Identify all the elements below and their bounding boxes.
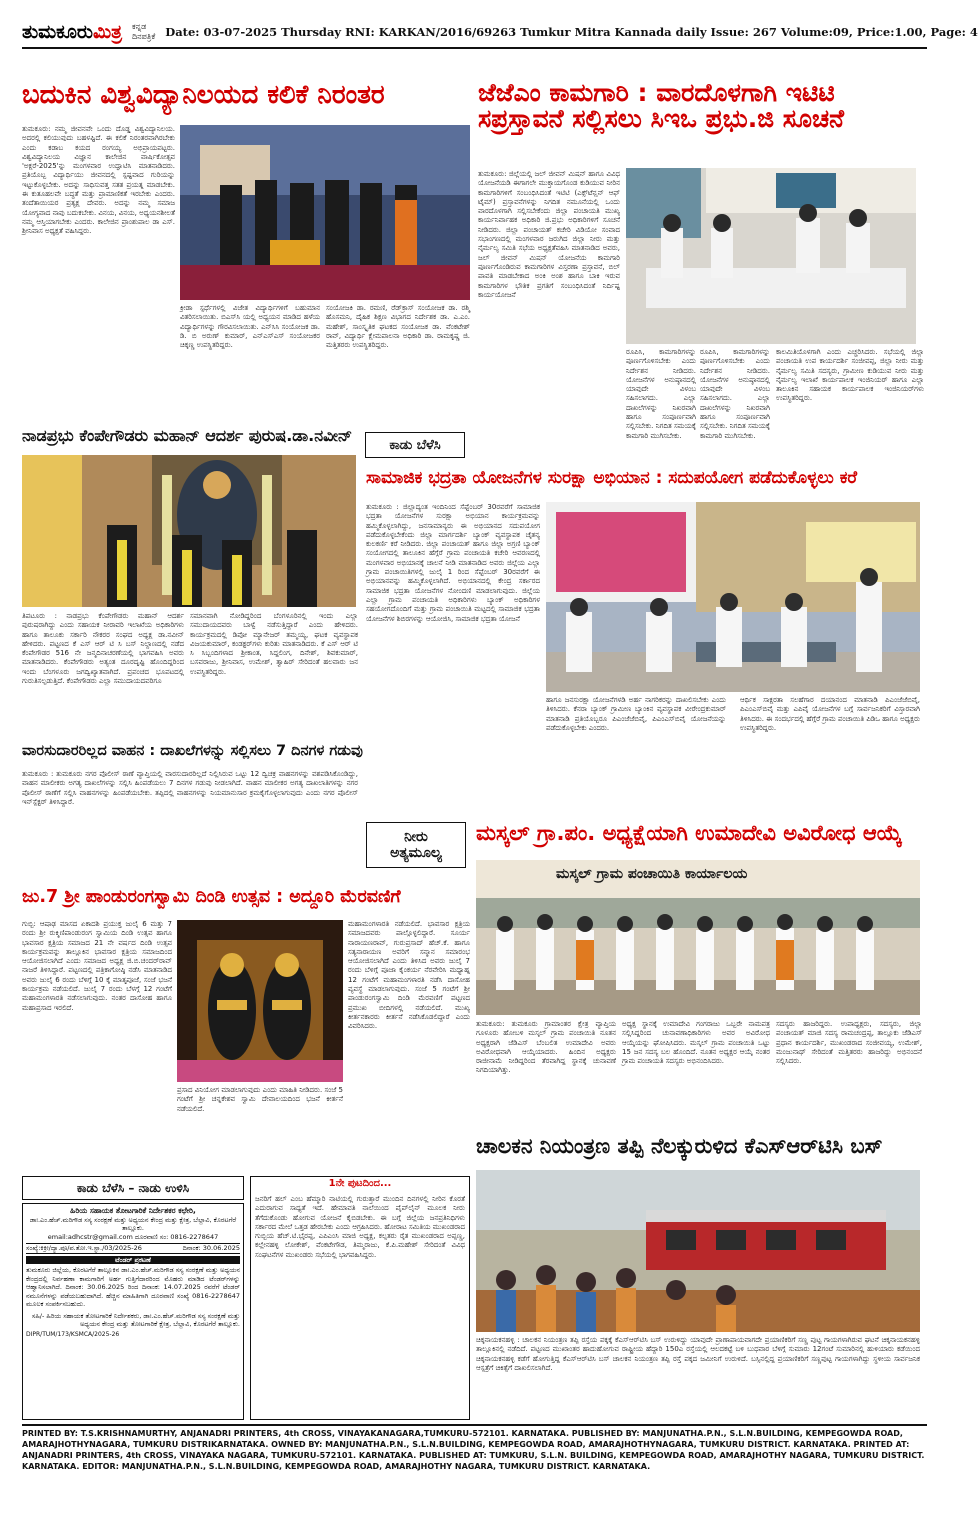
neeru-label: ನೀರು	[404, 829, 428, 845]
article-2-photo	[626, 168, 916, 344]
notice-body: ತುಮಕೂರು ಜಿಲ್ಲೆಯ, ಕೊರಟಗೆರೆ ತಾಲ್ಲೂಕಿನ ಡಾಃ.ಎಂ.ಹೆಚ್.ಮರಿಗೌಡ ಸಸ್ಯ ಸಂರಕ್ಷಣೆ ಮತ್ತು ಅಧ್ಯಯನ ಕೇಂದ್ರದಲ್ಲಿ ನಿರ್ವಹಣಾ ಕಾಮಗಾರಿಗೆ ಅರ್ಹ ಗುತ್ತಿಗೆದಾರರಿಂದ ಮೊಹರು ಮಾಡಿದ ಟೆಂಡರ್‌ಗಳನ್ನು ಆಹ್ವಾನಿಸಲಾಗಿದೆ. ದಿನಾಂಕ: 30.06.2025 ರಿಂದ ದಿನಾಂಕ: 14.07.2025 ರವರೆಗೆ ಟೆಂಡರ್ ನಮೂನೆಗಳನ್ನು ಪಡೆಯಬಹುದಾಗಿದೆ. ಹೆಚ್ಚಿನ ಮಾಹಿತಿಗಾಗಿ ದೂರವಾಣಿ ಸಂಖ್ಯೆ 0816-2278647 ಮೂಲಕ ಸಂಪರ್ಕಿಸಬಹುದು.	[26, 1266, 240, 1308]
article-3-body-2: ಸಮಾನವಾಗಿ ನೋಡಿದ್ದರಿಂದ ಬೆಂಗಳೂರಿನಲ್ಲಿ ಇಂದು ಎಲ್ಲಾ ಸಮುದಾಯದವರು ಬಾಳ್ವೆ ನಡೆಸುತ್ತಿದ್ದಾರೆ ಎಂದು ಹೇಳಿದರು. ಕಾರ್ಯಕ್ರಮದಲ್ಲಿ ಡಿಪೋ ಮ್ಯಾನೇಜರ್ ತಮ್ಮಯ್ಯ, ಘಟಕ ವ್ಯವಸ್ಥಾಪಕ ವಿಜಯಕುಮಾರ್, ಕಂಡಕ್ಟರ್‌ಗಳು ಕುರಿತು ಮಾತನಾಡಿದರು. ಕೆ ಎಸ್ ಆರ್ ಟಿ ಸಿ ಸಿಬ್ಬಂದಿಗಳಾದ ಶ್ರೀಕಾಂತ, ಸಿದ್ದಲಿಂಗ, ದಿನೇಶ್, ಶಿವಕುಮಾರ್, ಬಸವರಾಜು, ಶ್ರೀನಿವಾಸ, ಉಮೇಶ್, ತ್ವಾಹಿರ್ ಸೇರಿದಂತೆ ಹಲವಾರು ಜನ ಉಪಸ್ಥಿತರಿದ್ದರು.	[190, 612, 358, 676]
continued-body: ಜನರಿಗೆ ಹಲ್ ಎಂಬ ಹೆಮ್ಮಾರಿ ನಾಟಿಯಲ್ಲಿ ಗುರುತ್ತಾರೆ ಮುಂದಿನ ದಿನಗಳಲ್ಲಿ ನೀರಿನ ಕೊರತೆ ಎದುರಾಗುವ ಸಾಧ್ಯತೆ ಇದೆ. ಹೇಮಾವತಿ ನಾಲೆಯಿಂದ ಪೈಪ್‌ಲೈನ್ ಮೂಲಕ ನೀರು ತೆಗೆದುಕೊಂಡು ಹೋಗುವ ಯೋಜನೆ ಕೈಬಿಡಬೇಕು. ಈ ಬಗ್ಗೆ ಜಿಲ್ಲೆಯ ಜನಪ್ರತಿನಿಧಿಗಳು ಸರ್ಕಾರದ ಮೇಲೆ ಒತ್ತಡ ಹೇರಬೇಕು ಎಂದು ಆಗ್ರಹಿಸಿದರು. ಹೋರಾಟ ಸಮಿತಿಯ ಮುಖಂಡರಾದ ಗುಬ್ಬಿಯ ಹೆಚ್.ಟಿ.ಭೈರಪ್ಪ, ಎಪಿಎಂಸಿ ಮಾಜಿ ಅಧ್ಯಕ್ಷ, ಕಲ್ಪತರು ರೈತ ಮುಖಂಡರಾದ ಅಪ್ಪಣ್ಣ, ಕಲ್ಲೇನಹಳ್ಳಿ ಲೋಕೇಶ್, ವೆಂಕಟೇಗೌಡ, ತಿಮ್ಮರಾಜು, ಕೆ.ಪಿ.ಮಹೇಶ್ ಸೇರಿದಂತೆ ವಿವಿಧ ಸಂಘಟನೆಗಳ ಮುಖಂಡರು ಸಭೆಯಲ್ಲಿ ಭಾಗವಹಿಸಿದ್ದರು.	[255, 1195, 465, 1259]
article-1-headline: ಬದುಕಿನ ವಿಶ್ವವಿದ್ಯಾನಿಲಯದ ಕಲಿಕೆ ನಿರಂತರ	[22, 80, 385, 110]
article-2-body-3: ಕಾಲಮಿತಿಯೊಳಗಾಗಿ ಎಂದು ಎಚ್ಚರಿಸಿದರು. ಸಭೆಯಲ್ಲಿ ಜಿಲ್ಲಾ ಪಂಚಾಯತಿ ಉಪ ಕಾರ್ಯದರ್ಶಿ ಸಂಜೀವಪ್ಪ, ಜಿಲ್ಲಾ ನೀರು ಮತ್ತು ನೈರ್ಮಲ್ಯ ಸಮಿತಿ ಸದಸ್ಯರು, ಗ್ರಾಮೀಣ ಕುಡಿಯುವ ನೀರು ಮತ್ತು ನೈರ್ಮಲ್ಯ ಇಲಾಖೆ ಕಾರ್ಯಪಾಲಕ ಇಂಜಿನಿಯರ್ ಹಾಗೂ ಎಲ್ಲಾ ತಾಲೂಕಿನ ಸಹಾಯಕ ಕಾರ್ಯಪಾಲಕ ಇಂಜಿನಿಯರ್‌ಗಳು ಉಪಸ್ಥಿತರಿದ್ದರು.	[776, 348, 924, 403]
article-2-body: ತುಮಕೂರು: ಜಿಲ್ಲೆಯಲ್ಲಿ ಜಲ್ ಜೀವನ್ ಮಿಷನ್ ಹಾಗೂ ವಿವಿಧ ಯೋಜನೆಯಡಿ ಈಗಾಗಲೇ ಮುಕ್ತಾಯಗೊಂಡ ಕುಡಿಯುವ ನೀರಿನ ಕಾಮಗಾರಿಗಳಿಗೆ ಸಂಬಂಧಿಸಿದಂತೆ ಇಟಿಟಿ (ಎಕ್ಸ್‌ಟೆನ್ಷನ್ ಆಫ್ ಟೈಮ್) ಪ್ರಸ್ತಾವನೆಗಳನ್ನು ನಿಗದಿತ ನಮೂನೆಯಲ್ಲಿ ಒಂದು ವಾರದೊಳಗಾಗಿ ಸಲ್ಲಿಸಬೇಕೆಂದು ಜಿಲ್ಲಾ ಪಂಚಾಯತಿ ಮುಖ್ಯ ಕಾರ್ಯನಿರ್ವಾಹಕ ಅಧಿಕಾರಿ ಜಿ.ಪ್ರಭು ಅಧಿಕಾರಿಗಳಿಗೆ ಸೂಚನೆ ನೀಡಿದರು. ಜಿಲ್ಲಾ ಪಂಚಾಯತ್ ಕಚೇರಿ ವಿಡಿಯೋ ಸಂವಾದ ಸಭಾಂಗಣದಲ್ಲಿ ಮಂಗಳವಾರ ಜರುಗಿದ ಜಿಲ್ಲಾ ನೀರು ಮತ್ತು ನೈರ್ಮಲ್ಯ ಸಮಿತಿ ಸಭೆಯ ಅಧ್ಯಕ್ಷತೆವಹಿಸಿ ಮಾತನಾಡಿದ ಅವರು, ಜಲ್ ಜೀವನ್ ಮಿಷನ್ ಯೋಜನೆಯ ಕಾಮಗಾರಿ ಪೂರ್ಣಗೊಂಡಿರುವ ಕಾಮಗಾರಿಗಳ ವಿಸ್ತರಣಾ ಪ್ರಸ್ತಾವನೆ, ಬಿಲ್ ಪಾವತಿ ಮಾಡಬೇಕಾದ ಅಂಕಿ ಅಂಶ ಹಾಗೂ ಬಾಕಿ ಇರುವ ಕಾಮಗಾರಿಗಳ ಭೌತಿಕ ಪ್ರಗತಿಗೆ ಸಂಬಂಧಿಸಿದಂತೆ ನಿರ್ದಿಷ್ಟ ಕಾರ್ಯಯೋಜನೆ	[478, 170, 620, 299]
tender-notice	[22, 1203, 244, 1420]
article-7-body: ತುಮಕೂರು: ತುಮಕೂರು ಗ್ರಾಮಾಂತರ ಕ್ಷೇತ್ರ ವ್ಯಾಪ್ತಿಯ ಗೂಳೂರು ಹೋಬಳಿ ಮಸ್ಕಲ್ ಗ್ರಾಮ ಪಂಚಾಯಿತಿ ನೂತನ ಅಧ್ಯಕ್ಷರಾಗಿ ಜೆಡಿಎಸ್ ಬೆಂಬಲಿತ ಉಮಾದೇವಿ ಅವರು ಅವಿರೋಧವಾಗಿ ಆಯ್ಕೆಯಾದರು. ಹಿಂದಿನ ಅಧ್ಯಕ್ಷರು ರಾಜೀನಾಮೆ ನೀಡಿದ್ದರಿಂದ ತೆರವಾಗಿದ್ದ ಸ್ಥಾನಕ್ಕೆ ಚುನಾವಣೆ ನಿಗದಿಯಾಗಿತ್ತು.	[476, 1020, 616, 1075]
article-4-body: ತುಮಕೂರು : ತುಮಕೂರು ನಗರ ಪೊಲೀಸ್ ಠಾಣೆ ವ್ಯಾಪ್ತಿಯಲ್ಲಿ ವಾರಸುದಾರರಿಲ್ಲದೆ ನಿಲ್ಲಿಸಿರುವ ಒಟ್ಟು 12 ದ್ವಿಚಕ್ರ ವಾಹನಗಳನ್ನು ವಶಪಡಿಸಿಕೊಂಡಿದ್ದು, ವಾಹನ ಮಾಲೀಕರು ಅಗತ್ಯ ದಾಖಲೆಗಳನ್ನು ಸಲ್ಲಿಸಿ ಹಿಂಪಡೆಯಲು 7 ದಿನಗಳ ಗಡುವು ನೀಡಲಾಗಿದೆ. ವಾಹನ ಮಾಲೀಕರ ಅಗತ್ಯ ದಾಖಲಾತಿಗಳನ್ನು ನಗರ ಪೊಲೀಸ್ ಠಾಣೆಗೆ ಸಲ್ಲಿಸಿ ವಾಹನಗಳನ್ನು ಹಿಂಪಡೆಯಬೇಕು. ತಪ್ಪಿದಲ್ಲಿ ವಾಹನಗಳನ್ನು ನಿಯಮಾನುಸಾರ ಕ್ರಮಕೈಗೊಳ್ಳಲಾಗುವುದು ಎಂದು ನಗರ ಪೊಲೀಸ್ ಇನ್‌ಸ್ಪೆಕ್ಟರ್ ತಿಳಿಸಿದ್ದಾರೆ.	[22, 770, 358, 806]
article-5-photo	[546, 502, 920, 692]
article-3-body: ತಿಪಟೂರು : ನಾಡಪ್ರಭು ಕೆಂಪೇಗೌಡರು ಮಹಾನ್ ಆದರ್ಶ ಪುರುಷರಾಗಿದ್ದು ಎಂದು ಸಹಾಯಕ ನೀರಾವರಿ ಇಲಾಖೆಯ ಅಧಿಕಾರಿಗಳು ಹಾಗೂ ತಾಲೂಕು ಸರ್ಕಾರಿ ನೌಕರರ ಸಂಘದ ಅಧ್ಯಕ್ಷ ಡಾ.ನವೀನ್ ಹೇಳಿದರು. ಪಟ್ಟಣದ ಕೆ ಎಸ್ ಆರ್ ಟಿ ಸಿ ಬಸ್ ನಿಲ್ದಾಣದಲ್ಲಿ ನಡೆದ ಕೆಂಪೇಗೌಡರ 516 ನೇ ಜನ್ಮದಿನಾಚರಣೆಯಲ್ಲಿ ಭಾಗವಹಿಸಿ ಅವರು ಮಾತನಾಡಿದರು. ಕೆಂಪೇಗೌಡರು ಅತ್ಯಂತ ದೂರದೃಷ್ಟಿ ಹೊಂದಿದ್ದರಿಂದ ಇಂದು ಬೆಂಗಳೂರು ಜಗದ್ವಿಖ್ಯಾತವಾಗಿದೆ. ಪ್ರಪಂಚದ ಭೂಪಟದಲ್ಲಿ ಗುರುತಿಸಲ್ಪಡುತ್ತಿದೆ. ಕೆಂಪೇಗೌಡರು ಎಲ್ಲಾ ಸಮುದಾಯದವರಿಗೂ	[22, 612, 184, 686]
newspaper-logo	[22, 21, 122, 43]
article-7-photo	[476, 860, 920, 1015]
masthead-info: Date: 03-07-2025 Thursday RNI: KARKAN/2016/69263 Tumkur Mitra Kannada daily Issue: 267 Volume:09, Price:1.00, Page: 4	[165, 25, 978, 39]
continued-heading: 1ನೇ ಪುಟದಿಂದ...	[328, 1178, 392, 1189]
imprint-footer: PRINTED BY: T.S.KRISHNAMURTHY, ANJANADRI PRINTERS, 4th CROSS, VINAYAKANAGARA,TUMKURU-572101. KARNATAKA. PUBLISHED BY: MANJUNATHA.P.N., S.L.N.BUILDING, KEMPEGOWDA ROAD, AMARAJHOTHYNAGARA, TUMKURU DISTRIKARNATAKA. OWNED BY: MANJUNATHA.P.N., S.L.N.BUILDING, KEMPEGOWDA ROAD, AMARAJHOTHYNAGARA, TUMKURU DISTRICT. KARNATAKA. PRINTED AT: ANJANADRI PRINTERS, 4th CROSS, VINAYAKA NAGARA, TUMKURU-572101. KARNATAKA. PUBLISHED AT: TUMKURU, S.L.N. BUILDING, KEMPEGOWDA ROAD, AMARAJHOTHY NAGARA, TUMKURU DISTRICT. KARNATAKA. EDITOR: MANJUNATHA.P.N., S.L.N.BUILDING, KEMPEGOWDA ROAD, AMARAJHOTHY NAGARA, TUMKURU DISTRICT. KARNATAKA.	[22, 1429, 925, 1471]
logo-subtitle: ಕನ್ನಡ ದಿನಪತ್ರಿಕೆ	[132, 22, 156, 41]
notice-heading: ಟೆಂಡರ್ ಪ್ರಕಟಣೆ	[26, 1256, 240, 1265]
article-6-caption: ಪ್ರಸಾದ ವಿನಿಯೋಗ ಮಾಡಲಾಗುವುದು ಎಂದು ಮಾಹಿತಿ ನೀಡಿದರು. ಸಂಜೆ 5 ಗಂಟೆಗೆ ಶ್ರೀ ಚನ್ನಕೇಶವ ಸ್ವಾಮಿ ದೇವಾಲಯದಿಂದ ಭಜನೆ ಕೀರ್ತನೆ ನಡೆಯಲಿದೆ.	[177, 1086, 343, 1113]
masthead-rule	[22, 47, 927, 49]
article-2-body-2b: ರೂಪಿಸಿ, ಕಾಮಗಾರಿಗಳನ್ನು ಪೂರ್ಣಗೊಳಿಸಬೇಕು ಎಂದು ನಿರ್ದೇಶನ ನೀಡಿದರು. ಯೋಜನೆಗಳ ಅನುಷ್ಠಾನದಲ್ಲಿ ಯಾವುದೇ ವಿಳಂಬ ಸಹಿಸಲಾಗದು. ಎಲ್ಲಾ ದಾಖಲೆಗಳನ್ನು ನಿಖರವಾಗಿ ಹಾಗೂ ಸಂಪೂರ್ಣವಾಗಿ ಸಲ್ಲಿಸಬೇಕು. ನಿಗದಿತ ಸಮಯಕ್ಕೆ ಕಾಮಗಾರಿ ಮುಗಿಸಬೇಕು.	[700, 348, 770, 440]
footer-rule	[22, 1424, 927, 1426]
article-5-body-3: ಆರ್ಥಿಕ ಸಾಕ್ಷರತಾ ಸಲಹೆಗಾರ ದಯಾನಂದ ಮಾತನಾಡಿ ಪಿಎಂಜೆಜೆಬಿವೈ, ಪಿಎಂಎಸ್‌ಬಿವೈ ಮತ್ತು ಎಪಿವೈ ಯೋಜನೆಗಳ ಬಗ್ಗೆ ಸಾರ್ವಜನಿಕರಿಗೆ ವಿಸ್ತಾರವಾಗಿ ತಿಳಿಸಿದರು. ಈ ಸಂದರ್ಭದಲ್ಲಿ ಹೆಗ್ಗೆರೆ ಗ್ರಾಮ ಪಂಚಾಯಿತಿ ಪಿಡಿಒ ಹಾಗೂ ಅಧ್ಯಕ್ಷರು ಉಪಸ್ಥಿತರಿದ್ದರು.	[740, 696, 920, 732]
article-3-headline: ನಾಡಪ್ರಭು ಕೆಂಪೇಗೌಡರು ಮಹಾನ್ ಆದರ್ಶ ಪುರುಷ.ಡಾ.ನವೀನ್	[22, 426, 353, 445]
article-1-photo	[180, 125, 470, 300]
continued-box	[250, 1176, 470, 1420]
notice-ref: ಸಂಖ್ಯೆ:ಕಿಕ್ರೀ/ದ್ಯಾ.ಪೂ/ಪ.ತೋ.ಇ.ಸ್ಟಾ./03/2025-26	[26, 1244, 142, 1252]
kadu-ulisi-box: ಕಾಡು ಬೆಳೆಸಿ – ನಾಡು ಉಳಿಸಿ	[22, 1176, 244, 1200]
article-1-body-2: ಕ್ರೀಡಾ ಸ್ಪರ್ಧೆಗಳಲ್ಲಿ ವಿಜೇತ ವಿದ್ಯಾರ್ಥಿಗಳಿಗೆ ಬಹುಮಾನ ವಿತರಿಸಲಾಯಿತು. ಬಿಎಸ್‌ಸಿ ಯಲ್ಲಿ ಅಧ್ಯಯನ ಮಾಡಿದ ಹಳೆಯ ವಿದ್ಯಾರ್ಥಿಗಳನ್ನು ಗೌರವಿಸಲಾಯಿತು. ಎನ್‌ಸಿಸಿ ಸಂಯೋಜಕ ಡಾ. ಡಿ. ಬಿ ಅರುಣ್ ಕುಮಾರ್, ಎನ್‌ಎಸ್‌ಎಸ್ ಸಂಯೋಜಕರ ಚಿಕ್ಕಣ್ಣ ಉಪಸ್ಥಿತರಿದ್ದರು.	[180, 304, 320, 350]
article-6-body: ಗುಬ್ಬಿ: ಆಷಾಢ ಮಾಸದ ಏಕಾದಶಿ ಪ್ರಯುಕ್ತ ಜುಲೈ 6 ಮತ್ತು 7 ರಂದು ಶ್ರೀ ರುಕ್ಮಿಣಿಪಾಂಡುರಂಗ ಸ್ವಾಮಿಯ ದಿಂಡಿ ಉತ್ಸವ ಹಾಗೂ ಭಾವಸಾರ ಕ್ಷತ್ರಿಯ ಸಮಾಜದ 21 ನೇ ವರ್ಷದ ದಿಂಡಿ ಉತ್ಸವ ಕಾರ್ಯಕ್ರಮವನ್ನು ತಾಲ್ಲೂಕಿನ ಭಾವಸಾರ ಕ್ಷತ್ರಿಯ ಸಮಾಜದಿಂದ ಆಯೋಜಿಸಲಾಗಿದೆ ಎಂದು ಸಮಾಜದ ಅಧ್ಯಕ್ಷ ಜಿ.ಬಿ.ಚಂದರ್‌ರಾವ್ ನಾಜರೆ ತಿಳಿಸಿದ್ದಾರೆ. ಪಟ್ಟಣದಲ್ಲಿ ಪತ್ರಿಕಾಗೋಷ್ಠಿ ನಡೆಸಿ ಮಾತನಾಡಿದ ಅವರು ಜುಲೈ 6 ರಂದು ಬೆಳಿಗ್ಗೆ 10 ಕ್ಕೆ ಮಾತೃಪೂಜೆ, ಸಂಜೆ ಭಜನೆ ಕಾರ್ಯಕ್ರಮ ನಡೆಯಲಿದೆ. ಜುಲೈ 7 ರಂದು ಬೆಳಗ್ಗೆ 12 ಗಂಟೆಗೆ ಮಹಾಮಂಗಳಾರತಿ ನಡೆಸಲಾಗುವುದು. ನಂತರ ದಾಸೋಹ ಹಾಗೂ ಮಹಾಪ್ರಸಾದ ಇರಲಿದೆ.	[22, 920, 172, 1012]
article-1-body-3: ಸಂಯೋಜಕಿ ಡಾ. ರಮಣಿ, ರೆಡ್‌ಕ್ರಾಸ್ ಸಂಯೋಜಕ ಡಾ. ರಶ್ಮಿ ಹೊಸಮನಿ, ದೈಹಿಕ ಶಿಕ್ಷಣ ವಿಭಾಗದ ನಿರ್ದೇಶಕ ಡಾ. ಎ.ಎಂ. ಮಹೇಶ್, ಸಾಂಸ್ಕೃತಿಕ ಘಟಕದ ಸಂಯೋಜಕ ಡಾ. ವೆಂಕಟೇಶ್ ರಾವ್, ವಿದ್ಯಾರ್ಥಿ ಕ್ಷೇಮಪಾಲನಾ ಅಧಿಕಾರಿ ಡಾ. ರಾಮಕೃಷ್ಣ ಜಿ. ಮತ್ತಿತರರು ಉಪಸ್ಥಿತರಿದ್ದರು.	[326, 304, 470, 350]
article-8-photo	[476, 1170, 920, 1332]
notice-signature: ಸಹಿ/- ಹಿರಿಯ ಸಹಾಯಕ ತೋಟಗಾರಿಕೆ ನಿರ್ದೇಶಕರು, ಡಾಃ.ಎಂ.ಹೆಚ್.ಮರಿಗೌಡ ಸಸ್ಯ ಸಂರಕ್ಷಣೆ ಮತ್ತು ಅಧ್ಯಯನ ಕೇಂದ್ರ ಮತ್ತು ತೋಟಗಾರಿಕೆ ಕ್ಷೇತ್ರ, ಬೆಲ್ಲಾವಿ, ಕೊರಟಗೆರೆ ತಾಲ್ಲೂಕು.	[31, 1311, 240, 1328]
article-5-body-2: ಹಾಗೂ ಜನಸುರಕ್ಷಾ ಯೋಜನೆಗಳಡಿ ಅರ್ಹ ನಾಗರಿಕರನ್ನು ದಾಖಲಿಸಬೇಕು ಎಂದು ತಿಳಿಸಿದರು. ಕೆನರಾ ಬ್ಯಾಂಕ್ ಗ್ರಾಮೀಣ ಬ್ಯಾಂಕಿನ ವ್ಯವಸ್ಥಾಪಕ ವೀರೇಂದ್ರಕುಮಾರ್ ಮಾತನಾಡಿ ಪ್ರತಿಯೊಬ್ಬರೂ ಪಿಎಂಜೆಜೆಬಿವೈ, ಪಿಎಂಎಸ್‌ಬಿವೈ ಯೋಜನೆಯನ್ನು ಪಡೆದುಕೊಳ್ಳಬೇಕು ಎಂದರು.	[546, 696, 726, 732]
article-3-photo	[22, 455, 356, 607]
neeru-box	[366, 822, 466, 868]
article-8-body: ಚಿಕ್ಕನಾಯಕನಹಳ್ಳಿ : ಚಾಲಕನ ನಿಯಂತ್ರಣ ತಪ್ಪಿ ರಸ್ತೆಯ ಪಕ್ಕಕ್ಕೆ ಕೆಎಸ್‌ಆರ್‌ಟಿಸಿ ಬಸ್ ಉರುಳಿದ್ದು ಯಾವುದೇ ಪ್ರಾಣಾಪಾಯವಾಗದೇ ಪ್ರಯಾಣಿಕರಿಗೆ ಸಣ್ಣ ಪುಟ್ಟ ಗಾಯಗಳಾಗಿರುವ ಘಟನೆ ಚಿಕ್ಕನಾಯಕನಹಳ್ಳಿ ತಾಲ್ಲೂಕಿನಲ್ಲಿ ನಡೆದಿದೆ. ಪಟ್ಟಣದ ಮುಖಾಂತರ ಹಾದುಹೋಗುವ ರಾಷ್ಟ್ರೀಯ ಹೆದ್ದಾರಿ 150ಎ ರಸ್ತೆಯಲ್ಲಿ ಆಲದಕಟ್ಟೆ ಬಳಿ ಬುಧವಾರ ಬೆಳಿಗ್ಗೆ ಸುಮಾರು 12ಗಂಟೆ ಸುಮಾರಿನಲ್ಲಿ ಹುಳಿಯಾರು ಕಡೆಯಿಂದ ಚಿಕ್ಕನಾಯಕನಹಳ್ಳಿ ಕಡೆಗೆ ಹೋಗುತ್ತಿದ್ದ ಕೆಎಸ್‌ಆರ್‌ಟಿಸಿ ಬಸ್ ಚಾಲಕನ ನಿಯಂತ್ರಣ ತಪ್ಪಿ ರಸ್ತೆ ಪಕ್ಕದ ಜಮೀನಿಗೆ ಉರುಳಿದೆ. ಬಸ್ಸಿನಲ್ಲಿದ್ದ ಪ್ರಯಾಣಿಕರಿಗೆ ಸಣ್ಣಪುಟ್ಟ ಗಾಯಗಳಾಗಿದ್ದು ಸ್ಥಳೀಯ ಸಾರ್ವಜನಿಕ ಆಸ್ಪತ್ರೆಗೆ ಚಿಕಿತ್ಸೆಗೆ ದಾಖಲಿಸಲಾಗಿದೆ.	[476, 1336, 920, 1372]
article-7-body-2: ಅಧ್ಯಕ್ಷ ಸ್ಥಾನಕ್ಕೆ ಉಮಾದೇವಿ ಗಂಗರಾಜು ಒಬ್ಬರೇ ನಾಮಪತ್ರ ಸಲ್ಲಿಸಿದ್ದರಿಂದ ಚುನಾವಣಾಧಿಕಾರಿಗಳು ಅವರ ಅವಿರೋಧ ಆಯ್ಕೆಯನ್ನು ಘೋಷಿಸಿದರು. ಮಸ್ಕಲ್ ಗ್ರಾಮ ಪಂಚಾಯಿತಿ ಒಟ್ಟು 15 ಜನ ಸದಸ್ಯ ಬಲ ಹೊಂದಿದೆ. ನೂತನ ಅಧ್ಯಕ್ಷರ ಆಯ್ಕೆ ನಂತರ ಗ್ರಾಮ ಪಂಚಾಯತಿ ಸದಸ್ಯರು ಅಭಿನಂದಿಸಿದರು.	[622, 1020, 770, 1066]
masthead	[22, 18, 978, 46]
amoolya-label: ಅತ್ಯಮೂಲ್ಯ	[390, 845, 442, 861]
article-7-body-3: ಸದಸ್ಯರು ಹಾಜರಿದ್ದರು. ಉಪಾಧ್ಯಕ್ಷರು, ಸದಸ್ಯರು, ಜಿಲ್ಲಾ ಪಂಚಾಯತ್ ಮಾಜಿ ಸದಸ್ಯ ರಾಮಚಂದ್ರಪ್ಪ, ತಾಲ್ಲೂಕು ಜೆಡಿಎಸ್ ಪ್ರಧಾನ ಕಾರ್ಯದರ್ಶಿ, ಮುಖಂಡರಾದ ಸಂಜೀವಯ್ಯ, ಉಮೇಶ್, ಮಂಜುನಾಥ್ ಸೇರಿದಂತೆ ಮತ್ತಿತರರು ಹಾಜರಿದ್ದು ಅಭಿನಂದನೆ ಸಲ್ಲಿಸಿದರು.	[776, 1020, 922, 1066]
article-5-headline: ಸಾಮಾಜಿಕ ಭದ್ರತಾ ಯೋಜನೆಗಳ ಸುರಕ್ಷಾ ಅಭಿಯಾನ : ಸದುಪಯೋಗ ಪಡೆದುಕೊಳ್ಳಲು ಕರೆ	[366, 468, 858, 488]
article-6-body-2: ಮಹಾಮಂಗಳಾರತಿ ನಡೆಯಲಿದೆ. ಭಾವಸಾರ ಕ್ಷತ್ರಿಯ ಸಮಾಜದವರು ಪಾಲ್ಗೊಳ್ಳಲಿದ್ದಾರೆ. ಸೂರ್ಯ ನಾರಾಯಣರಾವ್, ಗುರುಪ್ರಸಾದ್ ಹೆಚ್.ಕೆ. ಹಾಗೂ ಸತ್ಯನಾರಾಯಣ ಅವರಿಗೆ ಸನ್ಮಾನ ಸಮಾರಂಭ ಆಯೋಜಿಸಲಾಗಿದೆ ಎಂದು ತಿಳಿಸಿದ ಅವರು ಜುಲೈ 7 ರಂದು ಬೆಳಿಗ್ಗೆ ಪೂಜಾ ಕೈಂಕರ್ಯ ನೆರವೇರಿಸಿ ಮಧ್ಯಾಹ್ನ 12 ಗಂಟೆಗೆ ಮಹಾಮಂಗಳಾರತಿ ನಡೆಸಿ ದಾಸೋಹ ವ್ಯವಸ್ಥೆ ಮಾಡಲಾಗುವುದು. ಸಂಜೆ 5 ಗಂಟೆಗೆ ಶ್ರೀ ಪಾಂಡುರಂಗಸ್ವಾಮಿ ದಿಂಡಿ ಮೆರವಣಿಗೆ ಪಟ್ಟಣದ ಪ್ರಮುಖ ಬೀದಿಗಳಲ್ಲಿ ನಡೆಯಲಿದೆ. ಮುಖ್ಯ ಕೀರ್ತನಕಾರರು ಕೀರ್ತನೆ ನಡೆಸಿಕೊಡಲಿದ್ದಾರೆ ಎಂದು ವಿವರಿಸಿದರು.	[348, 920, 470, 1031]
notice-ref-row	[26, 1243, 240, 1254]
kadu-belesi-box: ಕಾಡು ಬೆಳೆಸಿ	[365, 432, 465, 458]
article-6-photo	[177, 920, 343, 1082]
article-4-headline: ವಾರಸುದಾರರಿಲ್ಲದ ವಾಹನ : ದಾಖಲೆಗಳನ್ನು ಸಲ್ಲಿಸಲು 7 ದಿನಗಳ ಗಡುವು	[22, 743, 363, 759]
article-2-body-2: ರೂಪಿಸಿ, ಕಾಮಗಾರಿಗಳನ್ನು ಪೂರ್ಣಗೊಳಿಸಬೇಕು ಎಂದು ನಿರ್ದೇಶನ ನೀಡಿದರು. ಯೋಜನೆಗಳ ಅನುಷ್ಠಾನದಲ್ಲಿ ಯಾವುದೇ ವಿಳಂಬ ಸಹಿಸಲಾಗದು. ಎಲ್ಲಾ ದಾಖಲೆಗಳನ್ನು ನಿಖರವಾಗಿ ಹಾಗೂ ಸಂಪೂರ್ಣವಾಗಿ ಸಲ್ಲಿಸಬೇಕು. ನಿಗದಿತ ಸಮಯಕ್ಕೆ ಕಾಮಗಾರಿ ಮುಗಿಸಬೇಕು.	[626, 348, 696, 440]
notice-title: ಹಿರಿಯ ಸಹಾಯಕ ತೋಟಗಾರಿಕೆ ನಿರ್ದೇಶಕರ ಕಛೇರಿ,	[70, 1206, 196, 1215]
article-8-headline: ಚಾಲಕನ ನಿಯಂತ್ರಣ ತಪ್ಪಿ ನೆಲಕ್ಕುರುಳಿದ ಕೆಎಸ್‌ಆರ್‌ಟಿಸಿ ಬಸ್	[476, 1134, 883, 1158]
notice-office: ಡಾಃ.ಎಂ.ಹೆಚ್.ಮರಿಗೌಡ ಸಸ್ಯ ಸಂರಕ್ಷಣೆ ಮತ್ತು ಅಧ್ಯಯನ ಕೇಂದ್ರ ಮತ್ತು ಕ್ಷೇತ್ರ, ಬೆಲ್ಲಾವಿ, ಕೊರಟಗೆರೆ ತಾಲ್ಲೂಕು.	[29, 1215, 237, 1232]
article-1-body: ತುಮಕೂರು: ನಮ್ಮ ಜೀವನವೇ ಒಂದು ದೊಡ್ಡ ವಿಶ್ವವಿದ್ಯಾನಿಲಯ. ಅದರಲ್ಲಿ ಕಲಿಯುವುದು ಬಹಳಷ್ಟಿದೆ. ಈ ಕಲಿಕೆ ನಿರಂತರವಾಗಿರಬೇಕು ಎಂದು ಕಡಾಬ ಕಯದ ರಂಗಯ್ಯ ಅಭಿಪ್ರಾಯಪಟ್ಟರು. ವಿಶ್ವವಿದ್ಯಾನಿಲಯ ವಿಜ್ಞಾನ ಕಾಲೇಜಿನ ವಾರ್ಷಿಕೋತ್ಸವ 'ಅಕ್ಷರೆ-2025'ನ್ನು ಮಂಗಳವಾರ ಉದ್ಘಾಟಿಸಿ ಮಾತನಾಡಿದರು. ಪ್ರತಿಯೊಬ್ಬ ವಿದ್ಯಾರ್ಥಿಯು ಜೀವನದಲ್ಲಿ ಸ್ಪಷ್ಟವಾದ ಗುರಿಯನ್ನು ಇಟ್ಟುಕೊಳ್ಳಬೇಕು. ಅದನ್ನು ಸಾಧಿಸುವತ್ತ ಸತತ ಪ್ರಯತ್ನ ಮಾಡಬೇಕು. ಈ ಕುತೂಹಲವೇ ಬದ್ಧತೆ ಮತ್ತು ಪ್ರಾಮಾಣಿಕತೆ ಇರಬೇಕು ಎಂದರು. ತಂದೆತಾಯಿಯರ ಪ್ರತ್ಯಕ್ಷ ದೇವರು. ಅದನ್ನು ನಮ್ಮ ಸಮಾಜ ಯೋಗ್ಯವಾದ ನಾವು ಬದುಕಬೇಕು. ವಿನಯ, ವಿನಯ, ಅಧ್ಯಯನಶೀಲತೆ ನಮ್ಮ ಆಸ್ತಿಯಾಗಬೇಕು ಎಂದರು. ಕಾಲೇಜಿನ ಪ್ರಾಂಶುಪಾಲ ಡಾ ಎಸ್. ಶ್ರೀನಿವಾಸ ಅಧ್ಯಕ್ಷತೆ ವಹಿಸಿದ್ದರು.	[22, 125, 175, 236]
article-7-headline: ಮಸ್ಕಲ್ ಗ್ರಾ.ಪಂ. ಅಧ್ಯಕ್ಷೆಯಾಗಿ ಉಮಾದೇವಿ ಅವಿರೋಧ ಆಯ್ಕೆ	[476, 821, 903, 845]
logo-accent: ಮಿತ್ರ	[92, 21, 122, 43]
article-2-headline: ಜೆಜೆಎಂ ಕಾಮಗಾರಿ : ವಾರದೊಳಗಾಗಿ ಇಟಿಟಿ ಸಪ್ರಸ್ತಾವನೆ ಸಲ್ಲಿಸಲು ಸಿಇಒ ಪ್ರಭು.ಜಿ ಸೂಚನೆ	[478, 78, 844, 134]
article-6-headline: ಜು.7 ಶ್ರೀ ಪಾಂಡುರಂಗಸ್ವಾಮಿ ದಿಂಡಿ ಉತ್ಸವ : ಅದ್ದೂರಿ ಮೆರವಣಿಗೆ	[22, 887, 401, 907]
notice-code: DIPR/TUM/173/KSMCA/2025-26	[26, 1330, 120, 1338]
notice-email: email:adhcstr@gmail.com ದೂರವಾಣಿ ಸಂ: 0816-2278647	[47, 1232, 219, 1241]
notice-date: ದಿನಾಂಕ: 30.06.2025	[182, 1244, 240, 1252]
logo-main: ತುಮಕೂರು	[22, 21, 93, 43]
gram-panchayat-sign: ಮಸ್ಕಲ್ ಗ್ರಾಮ ಪಂಚಾಯಿತಿ ಕಾರ್ಯಾಲಯ	[556, 866, 748, 882]
article-5-body: ತುಮಕೂರು : ಜಿಲ್ಲಾದ್ಯಂತ ಇಂದಿನಿಂದ ಸೆಪ್ಟೆಂಬರ್ 30ರವರೆಗೆ ಸಾಮಾಜಿಕ ಭದ್ರತಾ ಯೋಜನೆಗಳ ಸುರಕ್ಷಾ ಅಭಿಯಾನ ಕಾರ್ಯಕ್ರಮವನ್ನು ಹಮ್ಮಿಕೊಳ್ಳಲಾಗಿದ್ದು, ಜನಸಾಮಾನ್ಯರು ಈ ಅಭಿಯಾನದ ಸದುಪಯೋಗ ಪಡೆದುಕೊಳ್ಳಬೇಕೆಂದು ಜಿಲ್ಲಾ ಮಾರ್ಗದರ್ಶಿ ಬ್ಯಾಂಕ್ ವ್ಯವಸ್ಥಾಪಕ ಚೈತನ್ಯ ಕುಲಕರ್ಣಿ ಕರೆ ನೀಡಿದರು. ಜಿಲ್ಲಾ ಪಂಚಾಯತ್ ಹಾಗೂ ಜಿಲ್ಲಾ ಅಗ್ರಣಿ ಬ್ಯಾಂಕ್ ಸಂಯೋಗದಲ್ಲಿ ತಾಲೂಕಿನ ಹೆಗ್ಗೆರೆ ಗ್ರಾಮ ಪಂಚಾಯತಿ ಕಚೇರಿ ಆವರಣದಲ್ಲಿ ಮಂಗಳವಾರ ಅಭಿಯಾನಕ್ಕೆ ಚಾಲನೆ ನೀಡಿ ಮಾತನಾಡಿದ ಅವರು ಜಿಲ್ಲೆಯ ಎಲ್ಲಾ ಗ್ರಾಮ ಪಂಚಾಯಿತಿಗಳಲ್ಲಿ ಜುಲೈ 1 ರಿಂದ ಸೆಪ್ಟೆಂಬರ್ 30ರವರೆಗೆ ಈ ಅಭಿಯಾನವನ್ನು ಹಮ್ಮಿಕೊಳ್ಳಲಾಗಿದೆ. ಅಭಿಯಾನದಲ್ಲಿ ಕೇಂದ್ರ ಸರ್ಕಾರದ ಸಾಮಾಜಿಕ ಭದ್ರತಾ ಯೋಜನೆಗಳ ನೋಂದಣಿ ಮಾಡಲಾಗುವುದು. ಜಿಲ್ಲೆಯ ಎಲ್ಲಾ ಗ್ರಾಮ ಪಂಚಾಯತಿ ಅಧಿಕಾರಿಗಳು ಬ್ಯಾಂಕ್ ಅಧಿಕಾರಿಗಳ ಸಹಯೋಗದೊಂದಿಗೆ ಮತ್ತು ಗ್ರಾಮ ಪಂಚಾಯಿತಿ ಮಟ್ಟದಲ್ಲಿ ಸಾಮಾಜಿಕ ಭದ್ರತಾ ಯೋಜನೆಗಳ ಶಿಬಿರಗಳನ್ನು ಆಯೋಜಿಸಿ, ಸಾಮಾಜಿಕ ಭದ್ರತಾ ಯೋಜನೆ	[366, 503, 540, 623]
